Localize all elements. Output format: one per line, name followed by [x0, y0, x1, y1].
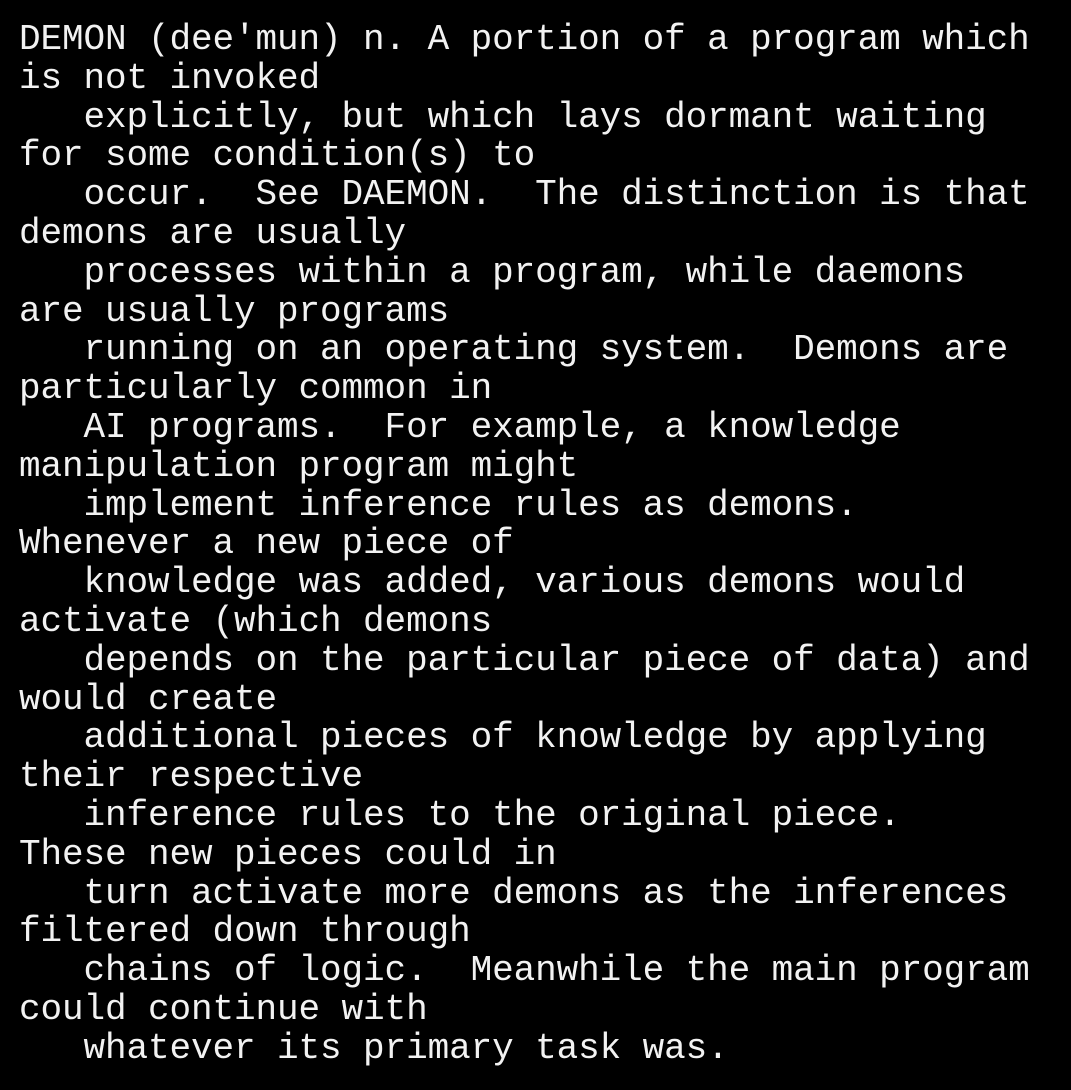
text-line: running on an operating system. Demons are	[19, 329, 1009, 371]
text-line: additional pieces of knowledge by applying	[19, 717, 987, 759]
text-line: are usually programs	[19, 290, 450, 332]
text-line: Whenever a new piece of	[19, 523, 514, 565]
text-line: explicitly, but which lays dormant waiting	[19, 96, 987, 138]
text-line: activate (which demons	[19, 600, 493, 642]
text-line: inference rules to the original piece.	[19, 794, 901, 836]
text-line: demons are usually	[19, 212, 407, 254]
text-line: knowledge was added, various demons would	[19, 562, 966, 604]
text-line: These new pieces could in	[19, 833, 557, 875]
text-line: particularly common in	[19, 368, 493, 410]
text-line: AI programs. For example, a knowledge	[19, 406, 901, 448]
text-line: turn activate more demons as the inferences	[19, 872, 1009, 914]
text-line: their respective	[19, 756, 364, 798]
text-line: is not invoked	[19, 57, 321, 99]
text-line: for some condition(s) to	[19, 135, 536, 177]
text-line: could continue with	[19, 988, 428, 1030]
text-line: DEMON (dee'mun) n. A portion of a program which	[19, 19, 1030, 60]
text-line: manipulation program might	[19, 445, 579, 487]
text-line: occur. See DAEMON. The distinction is that	[19, 174, 1030, 216]
text-line: processes within a program, while daemons	[19, 251, 966, 293]
text-line: chains of logic. Meanwhile the main program	[19, 950, 1030, 992]
text-line: depends on the particular piece of data) and	[19, 639, 1030, 681]
text-line: whatever its primary task was.	[19, 1027, 729, 1069]
text-line: filtered down through	[19, 911, 471, 953]
text-line: would create	[19, 678, 278, 720]
text-line: implement inference rules as demons.	[19, 484, 858, 526]
